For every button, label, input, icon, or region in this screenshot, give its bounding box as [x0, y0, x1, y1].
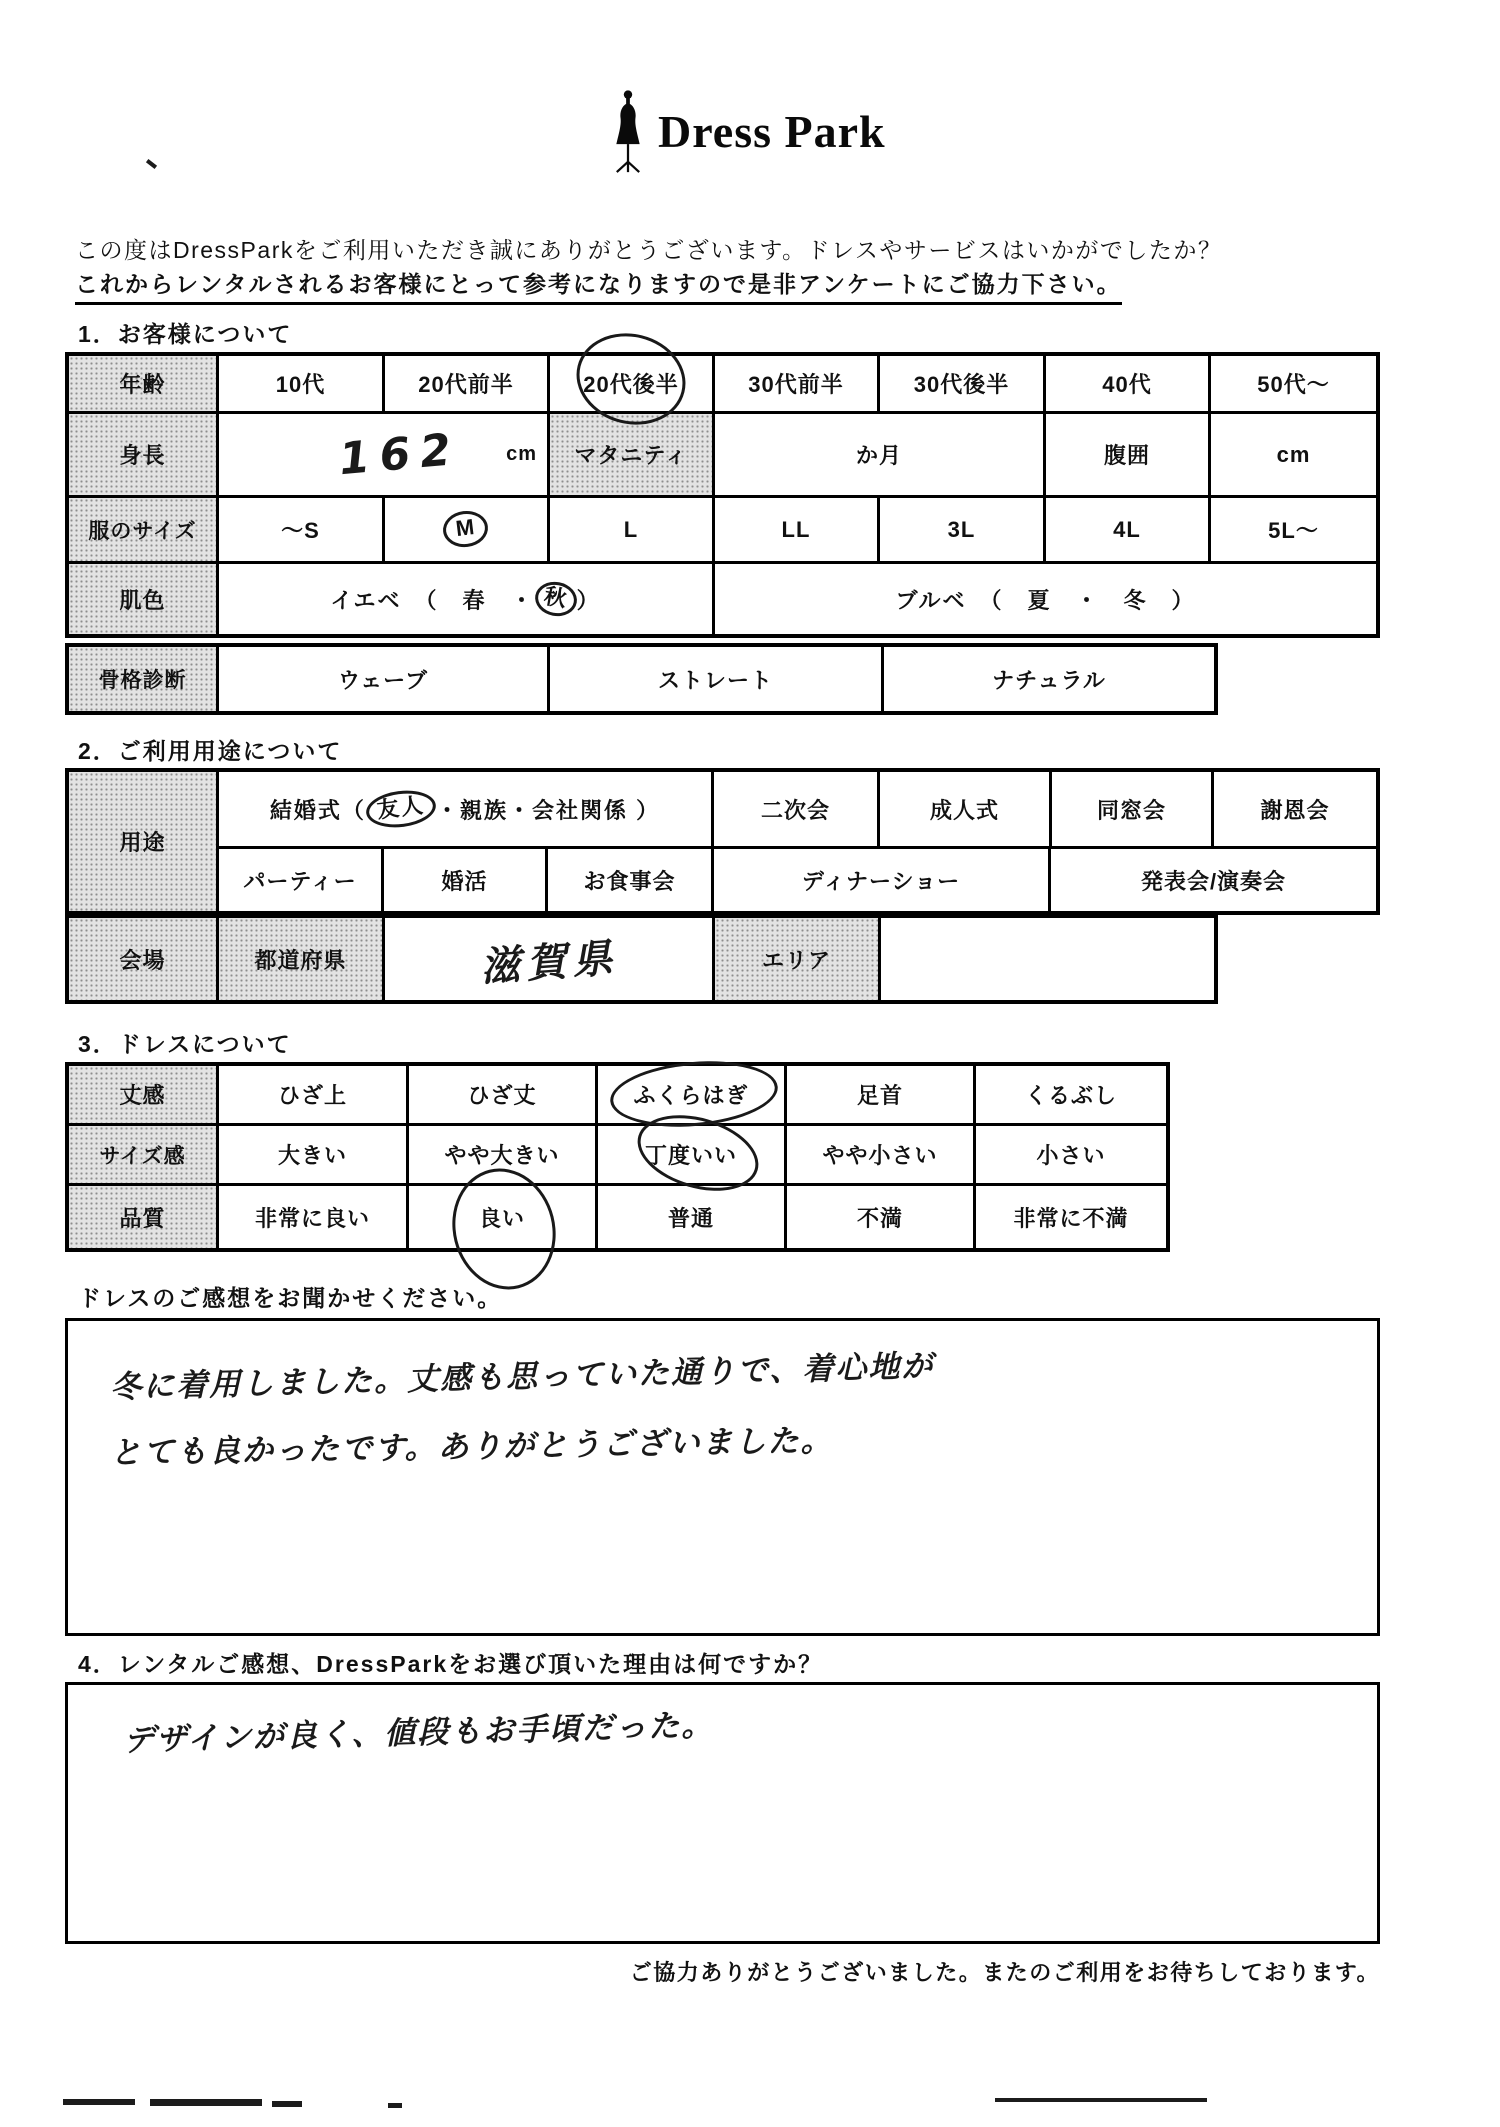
brand-name: Dress Park [658, 105, 886, 157]
prefecture-label-cell: 都道府県 [219, 918, 385, 1000]
skeleton-row [69, 647, 1214, 711]
length-option-cell: ひざ丈 [409, 1066, 598, 1123]
height-label-cell: 身長 [69, 414, 219, 495]
length-option-cell: ひざ上 [219, 1066, 409, 1123]
purpose-option-cell: 成人式 [880, 772, 1052, 846]
purpose-table [65, 768, 1380, 915]
quality-option-cell: 非常に良い [219, 1186, 409, 1248]
reason-box [65, 1682, 1380, 1944]
size-option-cell: 5L～ [1268, 518, 1319, 543]
age-option-cell: 20代前半 [385, 356, 550, 411]
purpose-option-cell: ディナーショー [714, 849, 1051, 911]
skin-yellow-cell [219, 564, 715, 634]
feedback-handwritten-line2: とても良かったです。ありがとうございました。 [109, 1422, 834, 1472]
scan-artifact [150, 2099, 262, 2106]
size-option-cell: ～S [219, 498, 385, 561]
age-row [69, 356, 1376, 414]
purpose-row-1 [219, 772, 1376, 849]
maternity-months-cell: か月 [715, 414, 1046, 495]
prefecture-handwritten: 滋賀県 [478, 934, 620, 991]
section1-title: 1．お客様について [78, 321, 293, 347]
height-row [69, 414, 1376, 498]
length-option-selected: ふくらはぎ [633, 1083, 749, 1108]
footer-thanks: ご協力ありがとうございました。またのご利用をお待ちしております。 [629, 1960, 1380, 1985]
length-option-cell: くるぶし [1024, 1083, 1117, 1108]
waist-unit-cell: cm [1276, 441, 1311, 467]
feedback-handwritten-line1: 冬に着用しました。丈感も思っていた通りで、着心地が [109, 1348, 935, 1406]
quality-row [69, 1186, 1166, 1248]
height-value-handwritten: 162 [337, 423, 463, 486]
size-option-cell: LL [715, 498, 880, 561]
customer-table [65, 352, 1380, 638]
skin-blue-cell: ブルベ （ 夏 ・ 冬 ） [895, 587, 1196, 613]
length-row [69, 1066, 1166, 1126]
age-option-cell: 10代 [219, 356, 385, 411]
fit-option-cell: 小さい [1036, 1143, 1106, 1168]
quality-option-cell: 不満 [787, 1186, 976, 1248]
fit-label-cell: サイズ感 [69, 1126, 219, 1183]
scan-artifact [995, 2098, 1207, 2102]
quality-option-cell: 非常に不満 [1013, 1205, 1129, 1231]
intro-line1: この度はDressParkをご利用いただき誠にありがとうございます。ドレスやサービスはいかがでしたか？ [75, 237, 1223, 263]
prefecture-value-cell [385, 918, 715, 1000]
fit-row [69, 1126, 1166, 1186]
purpose-label-cell: 用途 [69, 772, 219, 911]
wedding-prefix: 結婚式（ [269, 797, 366, 823]
fit-option-cell: 大きい [219, 1126, 409, 1183]
scan-artifact [388, 2103, 402, 2108]
size-option-cell: 3L [880, 498, 1046, 561]
skeleton-table [65, 643, 1218, 715]
skin-yellow-prefix: イエベ （ 春 ・ [330, 587, 535, 613]
size-option-cell: 4L [1046, 498, 1211, 561]
area-value-cell [881, 918, 1214, 1000]
fit-option-cell: やや小さい [787, 1126, 976, 1183]
scan-artifact [146, 159, 157, 169]
section3-title: 3．ドレスについて [78, 1031, 292, 1057]
fit-option-selected: 丁度いい [644, 1143, 737, 1168]
quality-option-cell [409, 1186, 598, 1248]
section4-title: 4．レンタルご感想、DressParkをお選び頂いた理由は何ですか？ [78, 1651, 824, 1677]
intro-line2: これからレンタルされるお客様にとって参考になりますので是非アンケートにご協力下さい。 [75, 266, 1122, 305]
size-option-cell: L [550, 498, 715, 561]
size-row [69, 498, 1376, 564]
purpose-option-cell: お食事会 [548, 849, 714, 911]
length-option-cell [598, 1066, 787, 1123]
selection-circle-mark [532, 579, 579, 620]
feedback-box [65, 1318, 1380, 1636]
quality-label-cell: 品質 [69, 1186, 219, 1248]
skin-yellow-suffix: ） [576, 587, 601, 613]
purpose-option-cell: パーティー [219, 849, 384, 911]
skin-label-cell: 肌色 [69, 564, 219, 634]
purpose-option-cell: 婚活 [384, 849, 548, 911]
purpose-row-2 [219, 849, 1376, 911]
size-option-cell [385, 498, 550, 561]
length-option-cell: 足首 [787, 1066, 976, 1123]
purpose-option-cell: 二次会 [714, 772, 880, 846]
venue-row [69, 918, 1214, 1000]
purpose-option-cell: 謝恩会 [1260, 797, 1330, 823]
skeleton-label-cell: 骨格診断 [69, 647, 219, 711]
feedback-label: ドレスのご感想をお聞かせください。 [78, 1285, 503, 1311]
scan-artifact [272, 2101, 302, 2107]
height-unit: cm [506, 443, 537, 465]
skin-row [69, 564, 1376, 634]
skin-yellow-selected: 秋 [541, 583, 570, 612]
brand-logo [608, 92, 886, 170]
size-option-selected: M [454, 514, 477, 542]
height-value-cell [219, 414, 550, 495]
skeleton-option-cell: ストレート [550, 647, 884, 711]
age-option-cell: 30代後半 [880, 356, 1046, 411]
age-option-selected: 20代後半 [583, 372, 679, 397]
purpose-option-cell: 発表会/演奏会 [1140, 868, 1287, 894]
wedding-cell [219, 772, 714, 846]
size-label-cell: 服のサイズ [69, 498, 219, 561]
fit-option-cell [598, 1126, 787, 1183]
selection-circle-mark [441, 509, 490, 550]
venue-label-cell: 会場 [69, 918, 219, 1000]
age-option-cell: 30代前半 [715, 356, 880, 411]
quality-option-selected: 良い [478, 1205, 525, 1231]
waist-label-cell: 腹囲 [1046, 414, 1211, 495]
selection-circle-mark [364, 787, 438, 831]
scan-artifact [63, 2099, 135, 2105]
age-option-cell [550, 356, 715, 411]
dress-table [65, 1062, 1170, 1252]
quality-option-cell: 普通 [598, 1186, 787, 1248]
length-label-cell: 丈感 [69, 1066, 219, 1123]
area-label-cell: エリア [715, 918, 881, 1000]
dress-form-icon [608, 89, 648, 173]
skeleton-option-cell: ナチュラル [992, 667, 1106, 693]
fit-option-cell: やや大きい [409, 1126, 598, 1183]
age-option-cell: 50代～ [1257, 372, 1330, 397]
venue-table [65, 914, 1218, 1004]
wedding-selected: 友人 [375, 792, 427, 823]
section2-title: 2．ご利用用途について [78, 738, 343, 764]
age-option-cell: 40代 [1046, 356, 1211, 411]
purpose-option-cell: 同窓会 [1052, 772, 1214, 846]
maternity-label-cell: マタニティ [550, 414, 715, 495]
reason-handwritten: デザインが良く、値段もお手頃だった。 [122, 1707, 715, 1759]
skeleton-option-cell: ウェーブ [219, 647, 550, 711]
age-label-cell: 年齢 [69, 356, 219, 411]
wedding-suffix: ・親族・会社関係 ） [435, 797, 661, 823]
